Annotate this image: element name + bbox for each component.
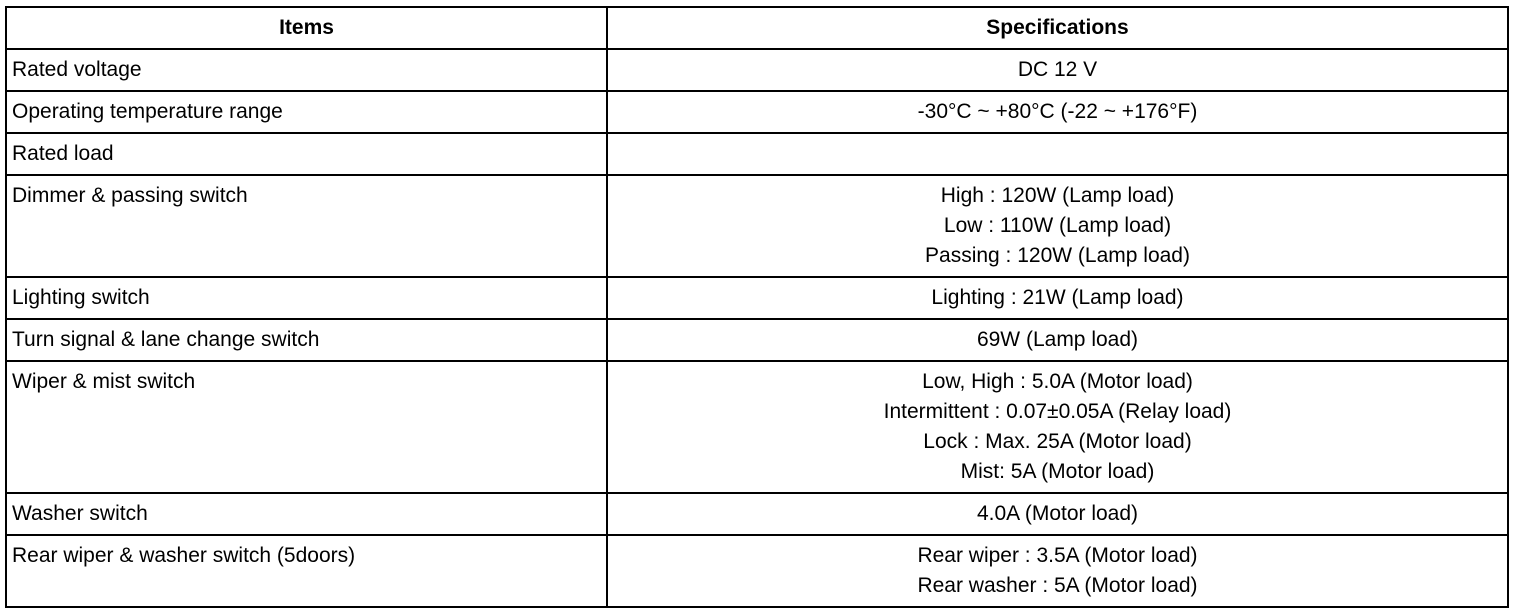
item-cell: Dimmer & passing switch [6,175,607,277]
spec-line: DC 12 V [1017,58,1098,81]
spec-line: Mist: 5A (Motor load) [960,460,1155,483]
item-cell: Washer switch [6,493,607,535]
spec-line: Lock : Max. 25A (Motor load) [923,430,1192,453]
spec-line: Rear washer : 5A (Motor load) [917,574,1198,597]
table-row [6,277,1508,319]
table-row [6,361,1508,493]
spec-cell [607,133,1508,175]
spec-line: Lighting : 21W (Lamp load) [931,286,1184,309]
spec-line: Low, High : 5.0A (Motor load) [922,370,1193,393]
table-row [6,175,1508,277]
spec-cell [607,277,1508,319]
item-cell: Operating temperature range [6,91,607,133]
spec-line: Intermittent : 0.07±0.05A (Relay load) [883,400,1232,423]
item-cell: Rear wiper & washer switch (5doors) [6,535,607,607]
table-body [6,49,1508,607]
spec-line: 4.0A (Motor load) [976,502,1139,525]
spec-cell [607,91,1508,133]
spec-cell [607,175,1508,277]
item-cell: Lighting switch [6,277,607,319]
table-row [6,49,1508,91]
item-cell: Wiper & mist switch [6,361,607,493]
table-row [6,319,1508,361]
table-row [6,91,1508,133]
specifications-column-header: Specifications [607,7,1508,49]
item-cell: Rated load [6,133,607,175]
table-row [6,535,1508,607]
spec-cell [607,49,1508,91]
spec-line: 69W (Lamp load) [976,328,1139,351]
spec-line: Passing : 120W (Lamp load) [925,244,1190,267]
item-cell: Turn signal & lane change switch [6,319,607,361]
spec-line: Rear wiper : 3.5A (Motor load) [917,544,1198,567]
item-cell: Rated voltage [6,49,607,91]
spec-cell [607,493,1508,535]
table-row [6,133,1508,175]
spec-cell [607,535,1508,607]
spec-line: High : 120W (Lamp load) [940,184,1175,207]
spec-line: -30°C ~ +80°C (-22 ~ +176°F) [917,100,1198,123]
spec-cell [607,361,1508,493]
specifications-table [5,6,1509,608]
items-column-header: Items [6,7,607,49]
table-header [6,7,1508,49]
spec-cell [607,319,1508,361]
spec-line: Low : 110W (Lamp load) [943,214,1172,237]
table-row [6,493,1508,535]
header-row [6,7,1508,49]
